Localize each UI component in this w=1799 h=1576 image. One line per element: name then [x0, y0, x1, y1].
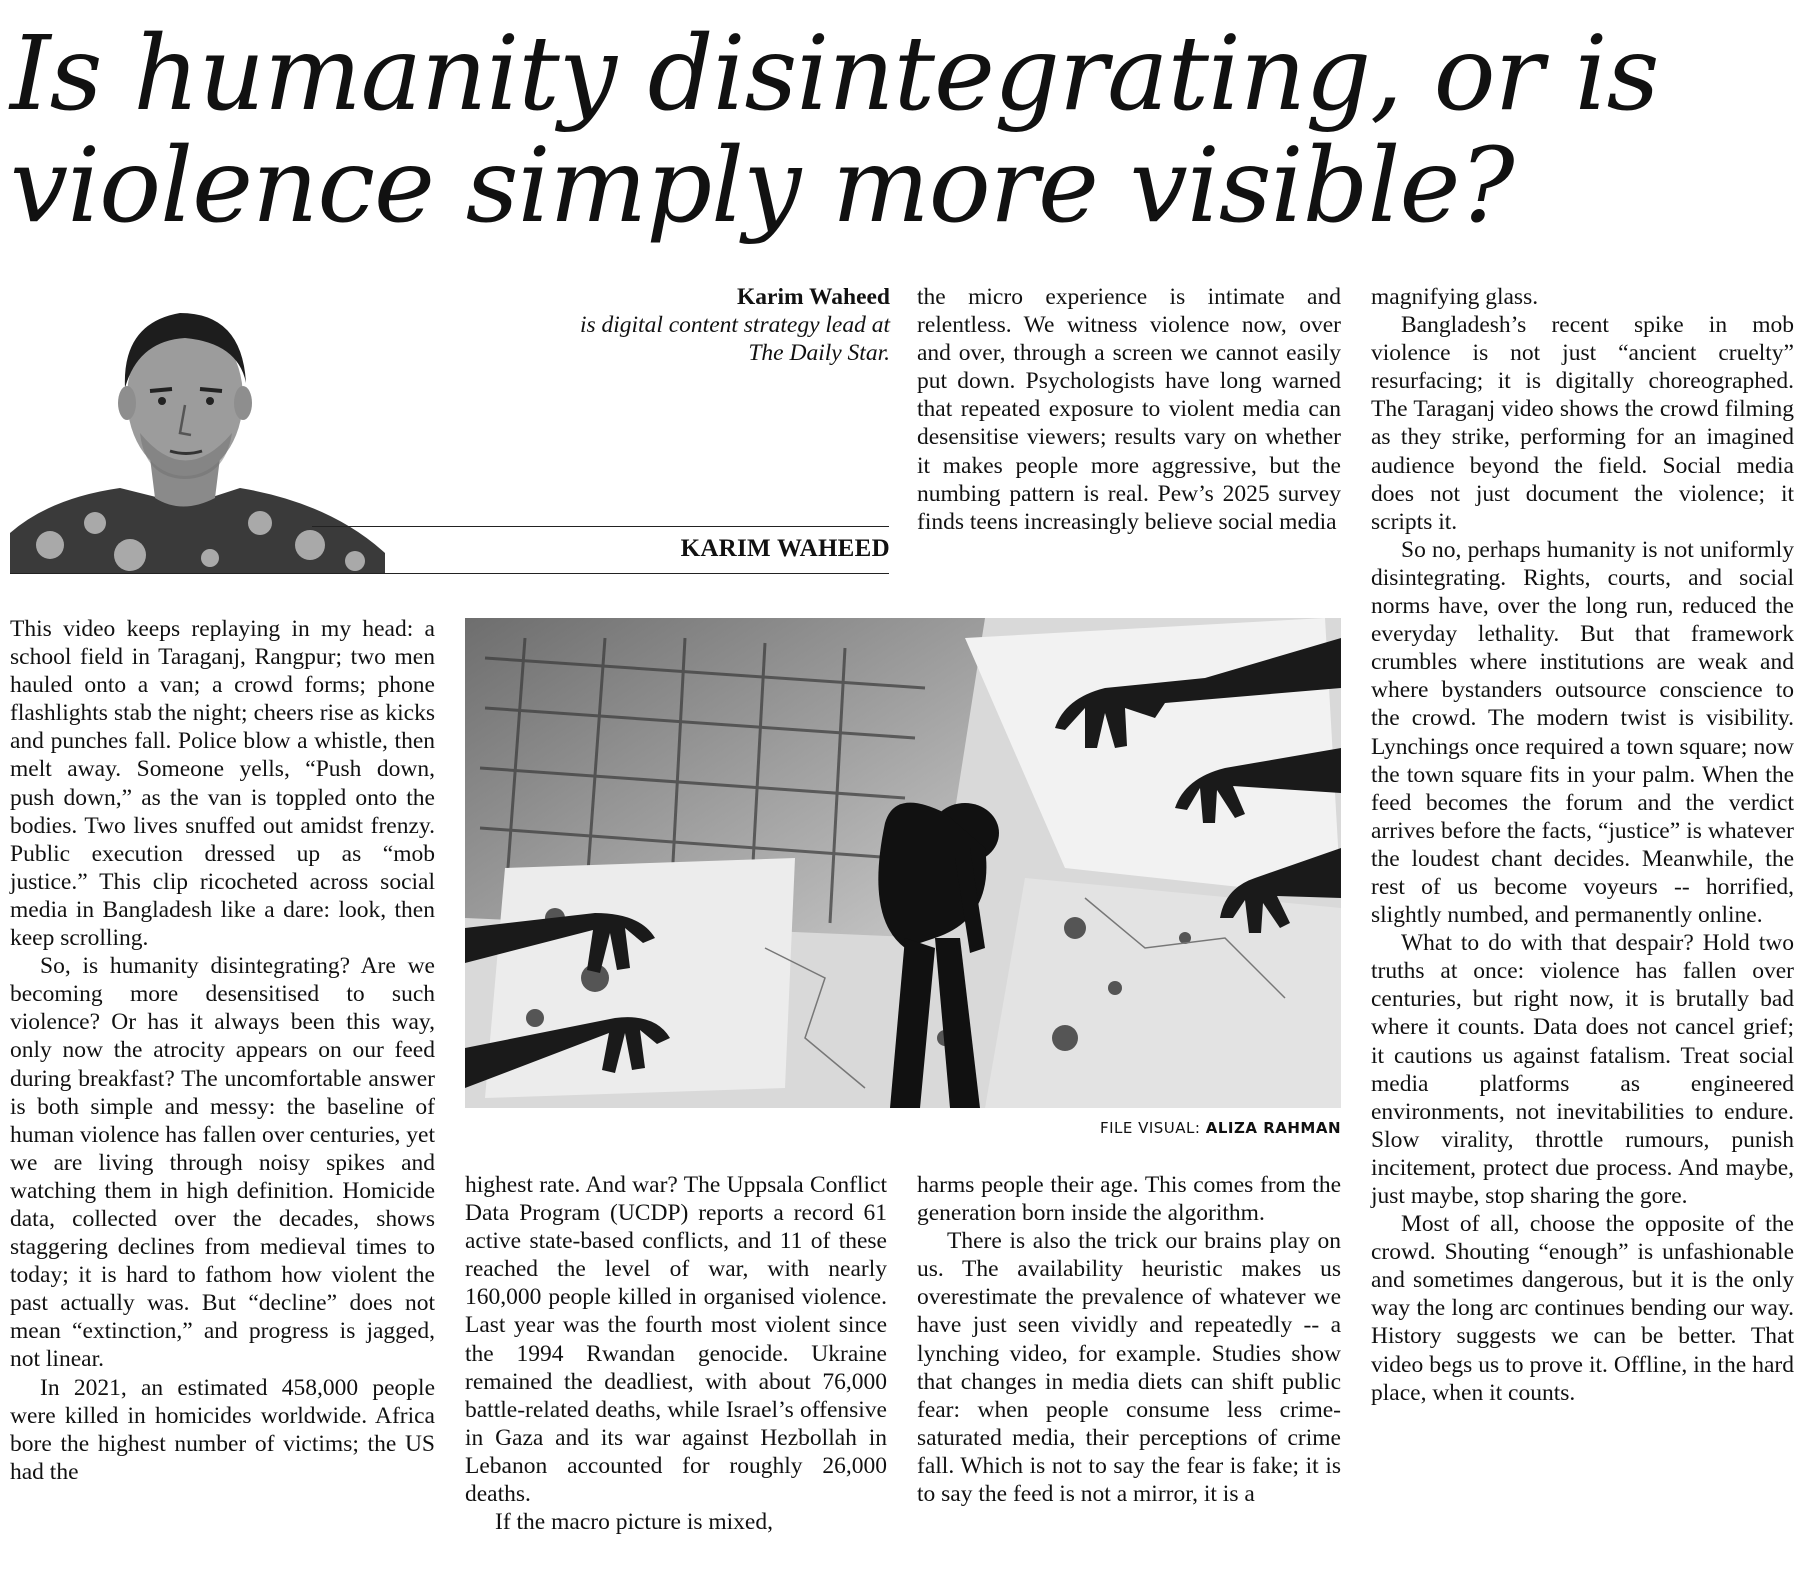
paragraph: Bangladesh’s recent spike in mob violence is not just “ancient cruelty” resurfacing; it is digitally choreographed. The Taraganj video shows the crowd filming as they strike, performing for an imagined audience beyond the field. Social media does not just document the violence; it scripts it.: [1371, 312, 1794, 535]
column-3-bottom: [917, 1171, 1341, 1508]
author-name: Karim Waheed: [737, 284, 890, 310]
column-1: [10, 615, 435, 1486]
paragraph: What to do with that despair? Hold two truths at once: violence has fallen over centuries, but right now, it is brutally bad where it counts. Data does not cancel grief; it cautions us against fatalism. Treat social media platforms as engineered environments, not inevitabilities to endure. Slow virality, throttle rumours, punish incitement, protect due process. And maybe, just maybe, stop sharing the gore.: [1371, 930, 1794, 1209]
paragraph: This video keeps replaying in my head: a school field in Taraganj, Rangpur; two men hauled onto a van; a crowd forms; phone flashlights stab the night; cheers rise as kicks and punches fall. Police blow a whistle, then melt away. Someone yells, “Push down, push down,” as the van is toppled onto the bodies. Two lives snuffed out amidst frenzy. Public execution dressed up as “mob justice.” This clip ricocheted across social media in Bangladesh like a dare: look, then keep scrolling.: [10, 616, 435, 952]
headline: Is humanity disintegrating, or is violence simply more visible?: [10, 14, 1659, 246]
byline: [470, 283, 890, 367]
illustration: [465, 618, 1341, 1108]
image-credit-name: ALIZA RAHMAN: [1205, 1119, 1341, 1137]
author-signature: KARIM WAHEED: [680, 535, 890, 562]
author-portrait: [10, 283, 385, 573]
paragraph: highest rate. And war? The Uppsala Conflict Data Program (UCDP) reports a record 61 active state-based conflicts, and 11 of these reached the level of war, with nearly 160,000 people killed in organised violence. Last year was the fourth most violent since the 1994 Rwandan genocide. Ukraine remained the deadliest, with about 76,000 battle-related deaths, while Israel’s offensive in Gaza and its war against Hezbollah in Lebanon accounted for roughly 26,000 deaths.: [465, 1172, 887, 1508]
paragraph: magnifying glass.: [1371, 284, 1539, 310]
author-role-publication: The Daily Star.: [748, 340, 890, 366]
paragraph: So, is humanity disintegrating? Are we becoming more desensitised to such violence? Or has it always been this way, only now the atrocity appears on our feed during breakfast? The uncomfortable answer is both simple and messy: the baseline of human violence has fallen over centuries, yet we are living through noisy spikes and watching them in high definition. Homicide data, collected over the decades, shows staggering declines from medieval times to today; it is hard to fathom how violent the past actually was. But “decline” does not mean “extinction,” and progress is jagged, not linear.: [10, 953, 435, 1373]
section-rule: [10, 573, 889, 574]
column-2: [465, 1171, 887, 1536]
paragraph: harms people their age. This comes from the generation born inside the algorithm.: [917, 1172, 1341, 1227]
author-role: is digital content strategy lead at: [579, 312, 890, 338]
paragraph: Most of all, choose the opposite of the crowd. Shouting “enough” is unfashionable and sometimes dangerous, but it is the only way the long arc continues bending our way. History suggests we can be better. That video begs us to prove it. Offline, in the hard place, when it counts.: [1371, 1211, 1794, 1406]
paragraph: the micro experience is intimate and relentless. We witness violence now, over and over, through a screen we cannot easily put down. Psychologists have long warned that repeated exposure to violent media can desensitise viewers; results vary on whether it makes people more aggressive, but the numbing pattern is real. Pew’s 2025 survey finds teens increasingly believe social media: [917, 284, 1341, 535]
image-credit: [465, 1119, 1341, 1137]
paragraph: If the macro picture is mixed,: [495, 1509, 773, 1536]
paragraph: There is also the trick our brains play on us. The availability heuristic makes us overestimate the prevalence of whatever we have just seen vividly and repeatedly -- a lynching video, for example. Studies show that changes in media diets can shift public fear: when people consume less crime-saturated media, their perceptions of crime fall. Which is not to say the fear is fake; it is to say the feed is not a mirror, it is a: [917, 1228, 1341, 1508]
column-4: [1371, 283, 1794, 1407]
column-3-top: [917, 283, 1341, 536]
image-credit-label: FILE VISUAL:: [1099, 1119, 1201, 1137]
byline-rule: [312, 526, 889, 527]
paragraph: In 2021, an estimated 458,000 people were killed in homicides worldwide. Africa bore the highest number of victims; the US had the: [10, 1374, 435, 1485]
paragraph: So no, perhaps humanity is not uniformly disintegrating. Rights, courts, and social norms have, over the long run, reduced the everyday lethality. But that framework crumbles where institutions are weak and where bystanders outsource conscience to the crowd. The modern twist is visibility. Lynchings once required a town square; now the town square fits in your palm. When the feed becomes the forum and the verdict arrives before the facts, “justice” is whatever the loudest chant decides. Meanwhile, the rest of us become voyeurs -- horrified, slightly numbed, and permanently online.: [1371, 536, 1794, 929]
